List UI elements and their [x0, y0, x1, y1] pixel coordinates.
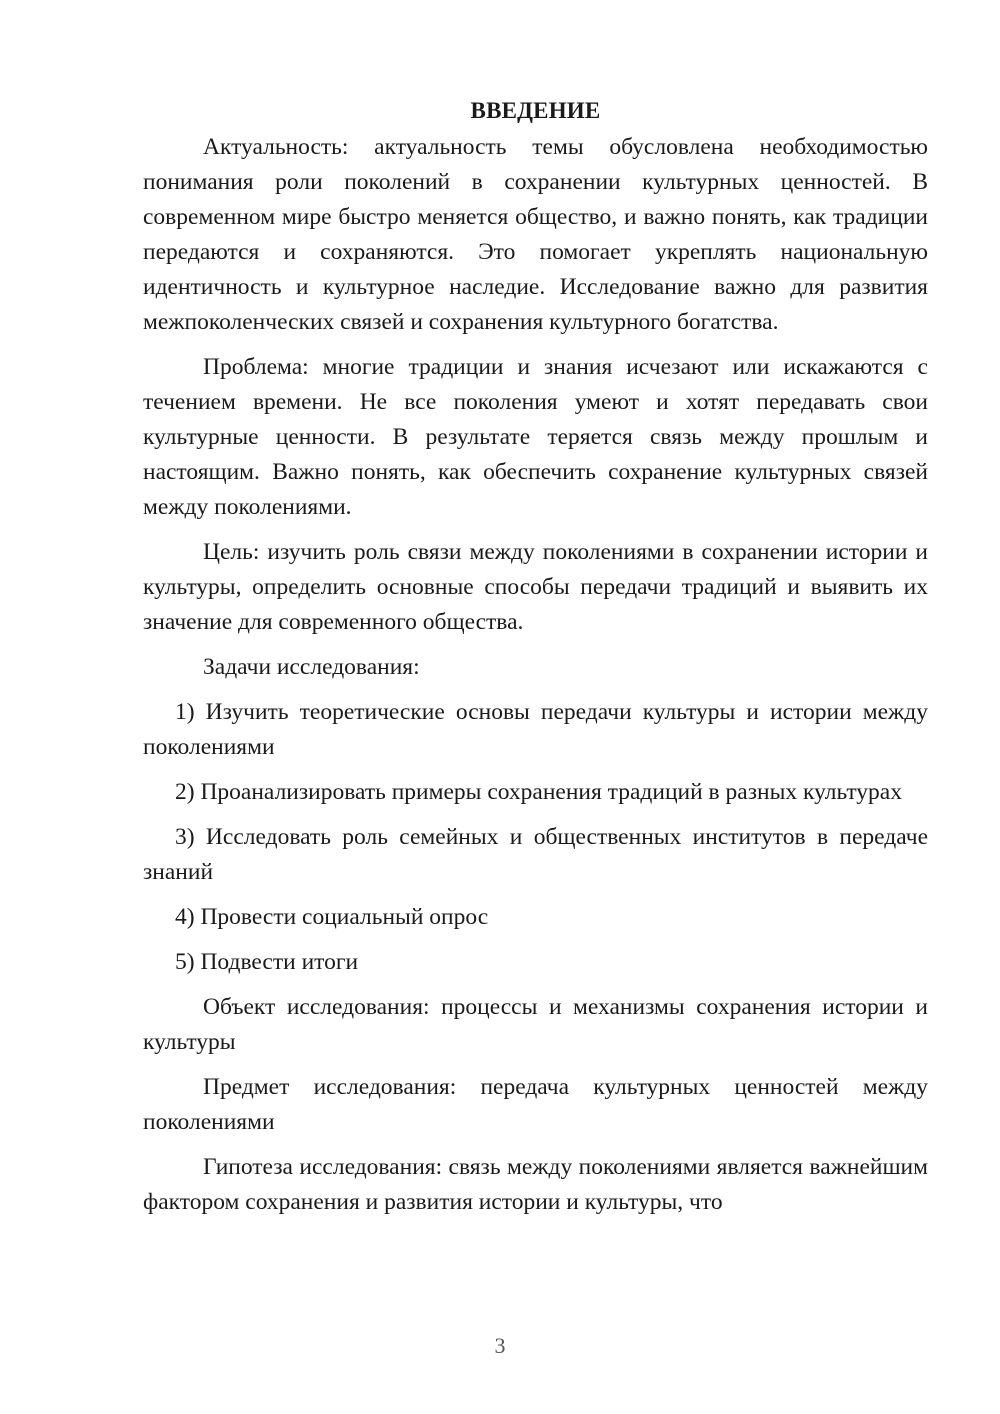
goal-paragraph: Цель: изучить роль связи между поколениями в сохранении истории и культуры, определить основные способы передачи традиций и выявить их значение для современного общества.	[143, 539, 928, 635]
relevance-paragraph: Актуальность: актуальность темы обусловлена необходимостью понимания роли поколений в сохранении культурных ценностей. В современном мире быстро меняется общество, и важно понять, как традиции передаются и сохраняются. Это помогает укреплять национальную идентичность и культурное наследие. Исследование важно для развития межпоколенческих связей и сохранения культурного богатства.	[143, 134, 928, 335]
document-page	[143, 96, 928, 1230]
object-paragraph: Объект исследования: процессы и механизмы сохранения истории и культуры	[143, 994, 928, 1055]
page-title: ВВЕДЕНИЕ	[470, 98, 601, 123]
tasks-heading: Задачи исследования:	[203, 654, 420, 680]
task-item-2: 2) Проанализировать примеры сохранения традиций в разных культурах	[175, 779, 902, 805]
task-item-4: 4) Провести социальный опрос	[175, 904, 489, 930]
hypothesis-paragraph: Гипотеза исследования: связь между поколениями является важнейшим фактором сохранения и развития истории и культуры, что	[143, 1154, 928, 1215]
subject-paragraph: Предмет исследования: передача культурных ценностей между поколениями	[143, 1074, 928, 1135]
page-number: 3	[494, 1333, 506, 1358]
task-item-5: 5) Подвести итоги	[175, 949, 359, 975]
task-item-1: 1) Изучить теоретические основы передачи культуры и истории между поколениями	[143, 699, 928, 760]
task-item-3: 3) Исследовать роль семейных и общественных институтов в передаче знаний	[143, 824, 928, 885]
problem-paragraph: Проблема: многие традиции и знания исчезают или искажаются с течением времени. Не все поколения умеют и хотят передавать свои культурные ценности. В результате теряется связь между прошлым и настоящим. Важно понять, как обеспечить сохранение культурных связей между поколениями.	[143, 354, 928, 520]
